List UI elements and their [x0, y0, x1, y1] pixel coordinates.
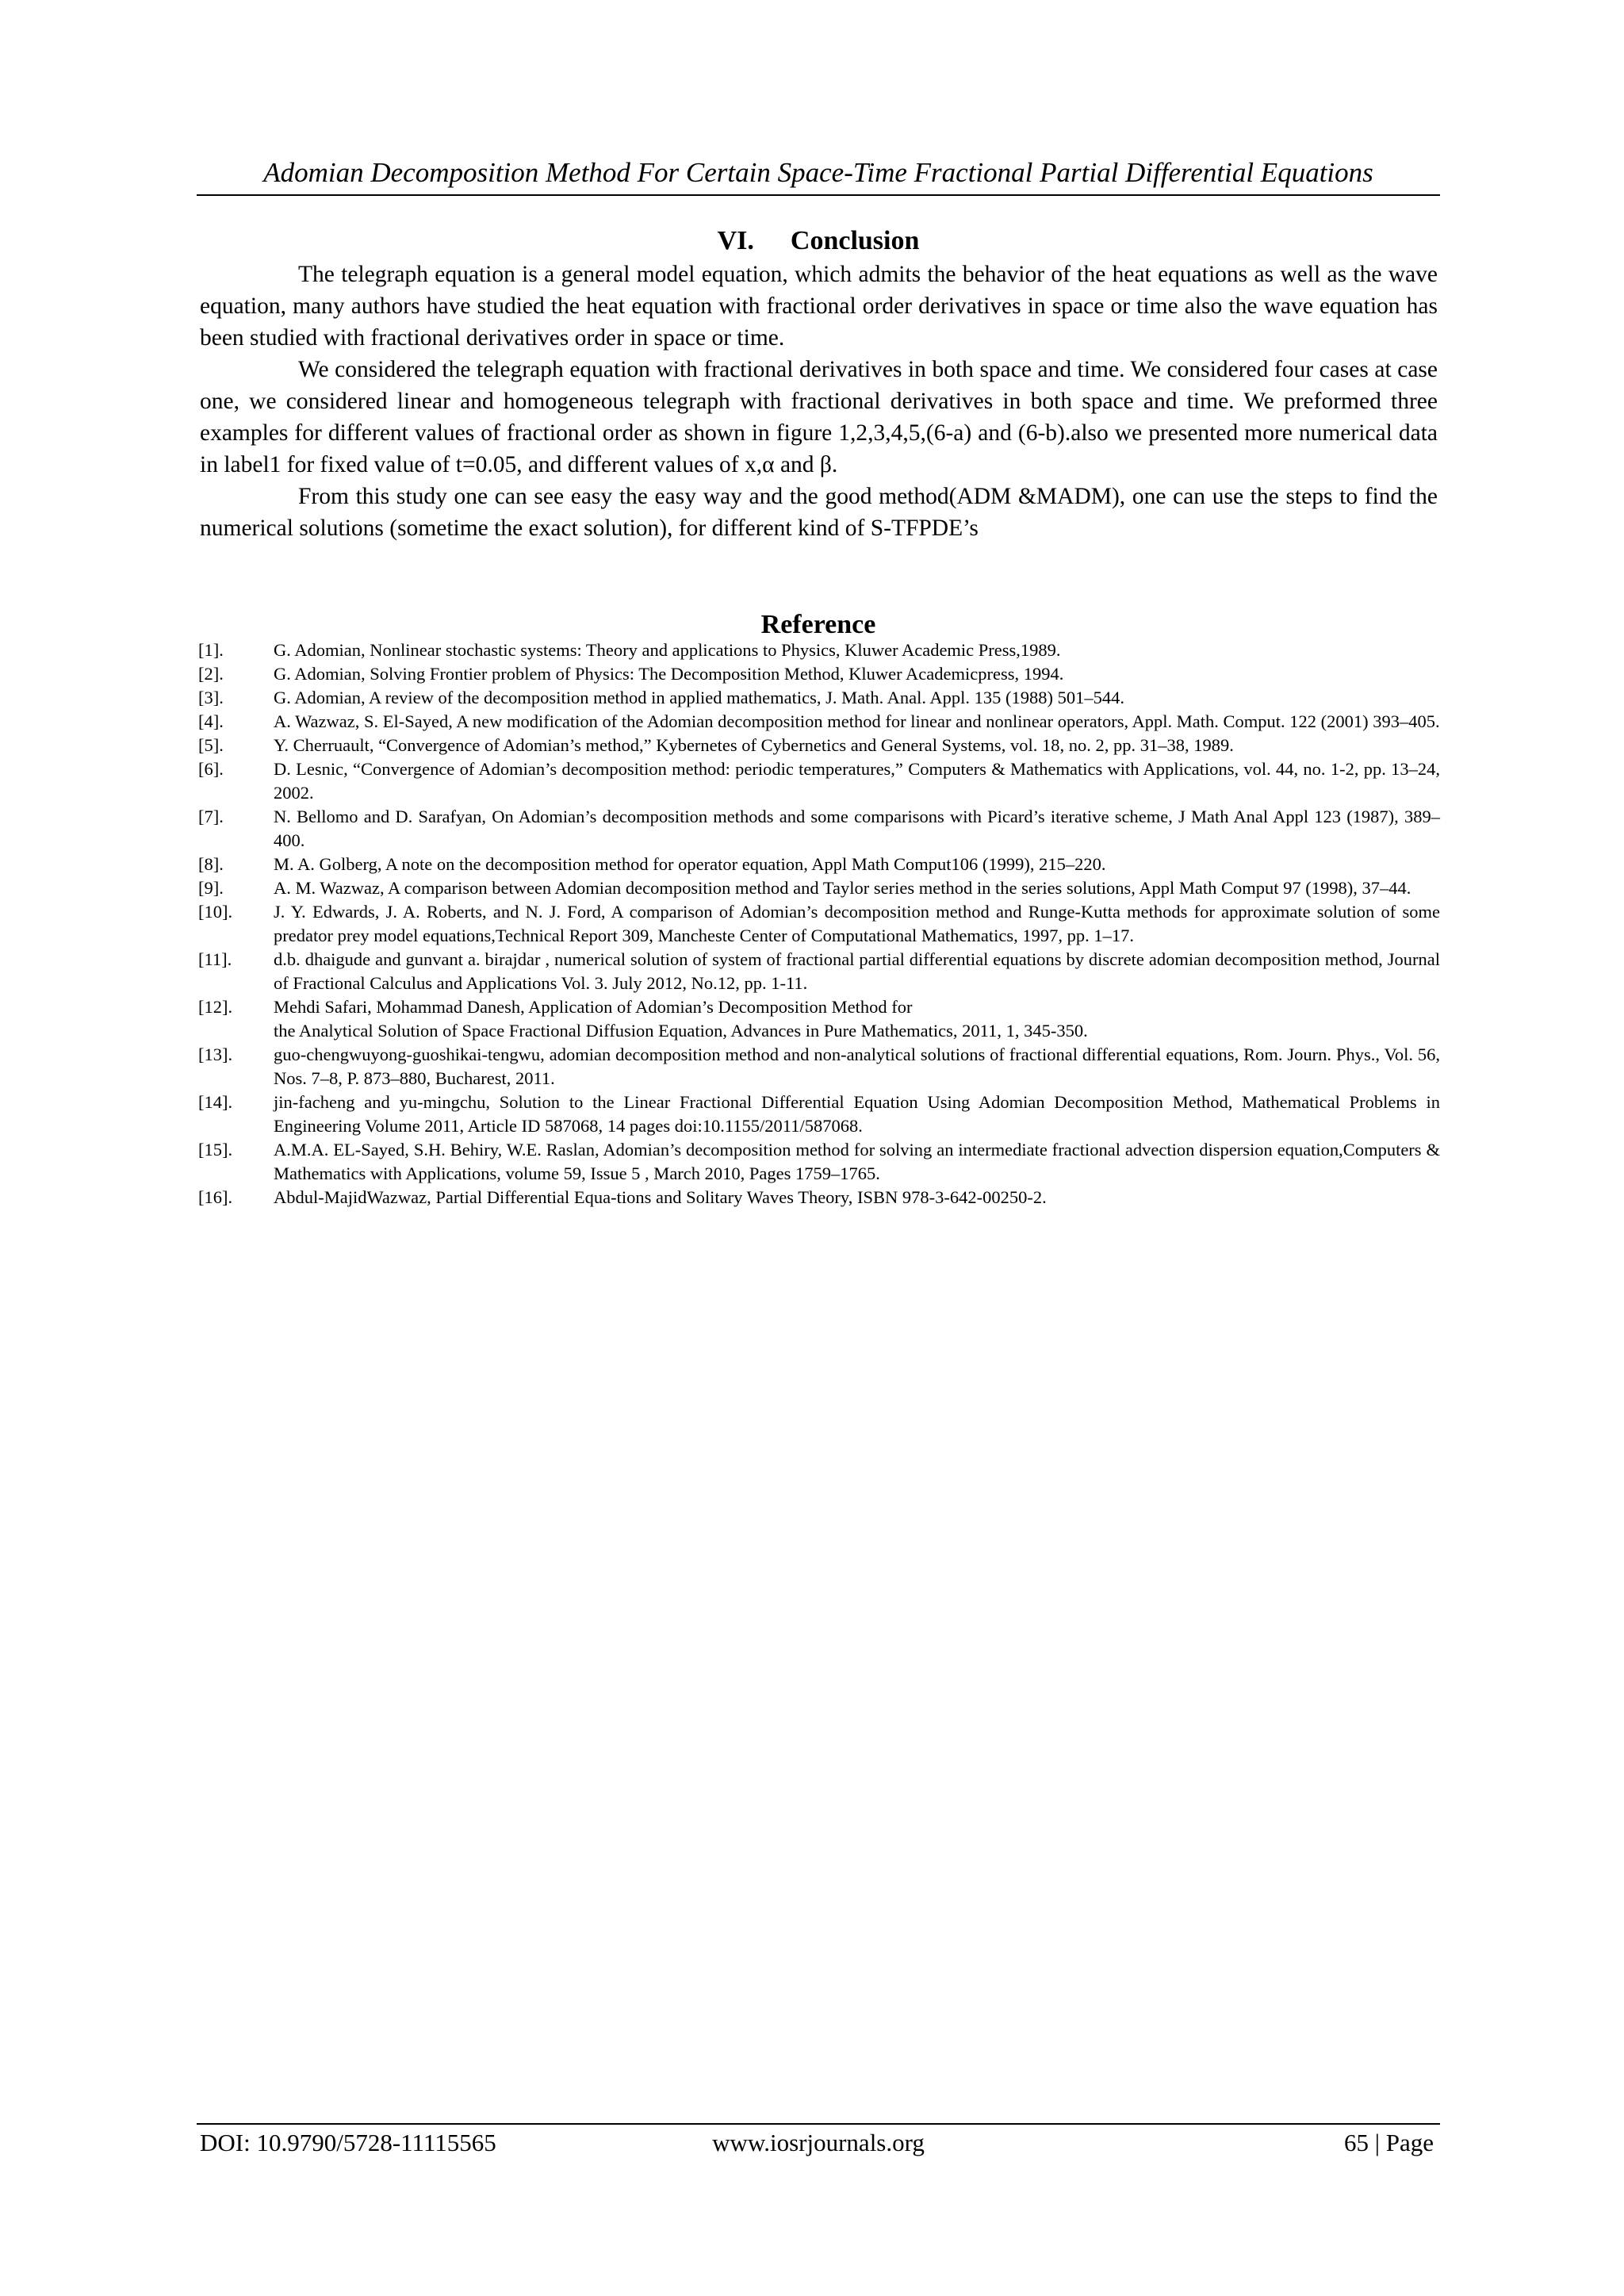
reference-text [274, 995, 1440, 1043]
reference-item [198, 662, 1440, 686]
reference-item [198, 876, 1440, 900]
reference-text: d.b. dhaigude and gunvant a. birajdar , numerical solution of system of fractional partial differential equations by discrete adomian decomposition method, Journal of Fractional Calculus and Applications Vol. 3. July 2012, No.12, pp. 1-11. [274, 949, 1440, 993]
section-heading [197, 224, 1440, 259]
reference-text: A. Wazwaz, S. El-Sayed, A new modification of the Adomian decomposition method for linear and nonlinear operators, Appl. Math. Comput. 122 (2001) 393–405. [274, 711, 1440, 731]
footer-page-number: 65 | Page [1344, 2129, 1434, 2156]
reference-item [198, 1091, 1440, 1138]
reference-text: M. A. Golberg, A note on the decomposition method for operator equation, Appl Math Comput106 (1999), 215–220. [274, 854, 1106, 874]
reference-number: [3]. [198, 688, 224, 707]
reference-item [198, 1043, 1440, 1091]
section-number: VI. [717, 226, 754, 255]
reference-number: [13]. [198, 1045, 233, 1064]
reference-number: [11]. [198, 949, 232, 969]
reference-item [198, 710, 1440, 734]
reference-number: [9]. [198, 878, 224, 898]
reference-item [198, 686, 1440, 710]
reference-text: Y. Cherruault, “Convergence of Adomian’s method,” Kybernetes of Cybernetics and General Systems, vol. 18, no. 2, pp. 31–38, 1989. [274, 735, 1234, 755]
reference-text: G. Adomian, Solving Frontier problem of Physics: The Decomposition Method, Kluwer Academicpress, 1994. [274, 664, 1064, 684]
conclusion-paragraph: From this study one can see easy the easy way and the good method(ADM &MADM), one can use the steps to find the numerical solutions (sometime the exact solution), for different kind of S-TFPDE’s [200, 484, 1438, 541]
reference-number: [6]. [198, 759, 224, 779]
reference-number: [15]. [198, 1140, 233, 1159]
reference-text-line: the Analytical Solution of Space Fractional Diffusion Equation, Advances in Pure Mathematics, 2011, 1, 345-350. [274, 1021, 1088, 1041]
reference-text-line: Mehdi Safari, Mohammad Danesh, Application of Adomian’s Decomposition Method for [274, 997, 913, 1017]
running-header-title: Adomian Decomposition Method For Certain Space-Time Fractional Partial Differential Equations [263, 157, 1373, 188]
reference-item [198, 948, 1440, 995]
reference-text: D. Lesnic, “Convergence of Adomian’s decomposition method: periodic temperatures,” Computers & Mathematics with Applications, vol. 44, no. 1-2, pp. 13–24, 2002. [274, 759, 1440, 803]
footer-doi: DOI: 10.9790/5728-11115565 [200, 2129, 496, 2156]
reference-item [198, 805, 1440, 853]
reference-number: [1]. [198, 640, 224, 660]
conclusion-paragraph: We considered the telegraph equation with fractional derivatives in both space and time. We considered four cases at case one, we considered linear and homogeneous telegraph with fractional derivatives in both space and time. We preformed three examples for different values of fractional order as shown in figure 1,2,3,4,5,(6-a) and (6-b).also we presented more numerical data in label1 for fixed value of t=0.05, and different values of x,α and β. [200, 357, 1438, 477]
reference-item [198, 734, 1440, 757]
header-divider [197, 194, 1440, 196]
reference-item [198, 1186, 1440, 1209]
reference-number: [10]. [198, 902, 233, 922]
reference-number: [2]. [198, 664, 224, 684]
reference-number: [8]. [198, 854, 224, 874]
reference-text: Abdul-MajidWazwaz, Partial Differential Equa-tions and Solitary Waves Theory, ISBN 978-3-642-00250-2. [274, 1187, 1047, 1207]
reference-number: [16]. [198, 1187, 233, 1207]
reference-item [198, 757, 1440, 805]
reference-number: [7]. [198, 807, 224, 826]
references-heading: Reference [760, 610, 876, 639]
reference-text: jin-facheng and yu-mingchu, Solution to the Linear Fractional Differential Equation Using Adomian Decomposition Method, Mathematical Problems in Engineering Volume 2011, Article ID 587068, 14 pages doi:10.1155/2011/587068. [274, 1092, 1440, 1136]
conclusion-body [200, 259, 1438, 544]
reference-text: guo-chengwuyong-guoshikai-tengwu, adomian decomposition method and non-analytical solutions of fractional differential equations, Rom. Journ. Phys., Vol. 56, Nos. 7–8, P. 873–880, Bucharest, 2011. [274, 1045, 1440, 1088]
reference-text: A. M. Wazwaz, A comparison between Adomian decomposition method and Taylor series method in the series solutions, Appl Math Comput 97 (1998), 37–44. [274, 878, 1411, 898]
reference-text: G. Adomian, Nonlinear stochastic systems: Theory and applications to Physics, Kluwer Academic Press,1989. [274, 640, 1061, 660]
reference-number: [4]. [198, 711, 224, 731]
reference-item [198, 853, 1440, 876]
reference-number: [14]. [198, 1092, 233, 1112]
conclusion-paragraph: The telegraph equation is a general model equation, which admits the behavior of the heat equations as well as the wave equation, many authors have studied the heat equation with fractional order derivatives in space or time also the wave equation has been studied with fractional derivatives order in space or time. [200, 262, 1438, 351]
reference-number: [12]. [198, 997, 233, 1017]
reference-text: J. Y. Edwards, J. A. Roberts, and N. J. Ford, A comparison of Adomian’s decomposition method and Runge-Kutta methods for approximate solution of some predator prey model equations,Technical Report 309, Mancheste Center of Computational Mathematics, 1997, pp. 1–17. [274, 902, 1440, 945]
reference-item [198, 638, 1440, 662]
reference-item [198, 1138, 1440, 1186]
footer-divider [197, 2123, 1440, 2125]
reference-number: [5]. [198, 735, 224, 755]
section-title: Conclusion [790, 226, 920, 255]
reference-item [198, 995, 1440, 1043]
reference-list [198, 638, 1440, 1209]
reference-text: G. Adomian, A review of the decomposition method in applied mathematics, J. Math. Anal. Appl. 135 (1988) 501–544. [274, 688, 1124, 707]
reference-text: A.M.A. EL-Sayed, S.H. Behiry, W.E. Raslan, Adomian’s decomposition method for solving an intermediate fractional advection dispersion equation,Computers & Mathematics with Applications, volume 59, Issue 5 , March 2010, Pages 1759–1765. [274, 1140, 1440, 1183]
footer-website: www.iosrjournals.org [712, 2129, 925, 2156]
reference-text: N. Bellomo and D. Sarafyan, On Adomian’s decomposition methods and some comparisons with Picard’s iterative scheme, J Math Anal Appl 123 (1987), 389–400. [274, 807, 1440, 850]
reference-item [198, 900, 1440, 948]
